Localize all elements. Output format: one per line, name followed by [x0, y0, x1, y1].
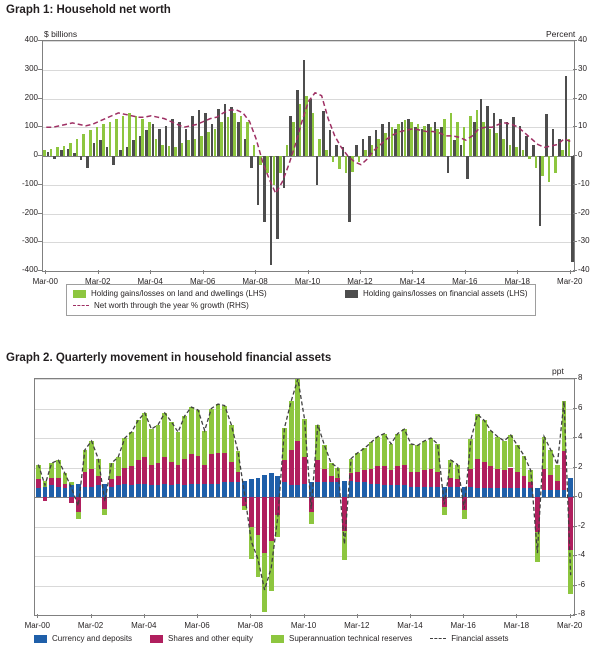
graph-2-plot-area — [34, 378, 575, 616]
graph-2-y-tick-label: 4 — [578, 432, 583, 441]
graph-1-y2-tick-label: 20 — [578, 92, 587, 102]
graph-2-x-tick-label: Mar-14 — [397, 621, 423, 630]
graph-2-tick-mark — [573, 614, 577, 615]
graph-1-tick-mark — [573, 213, 577, 214]
graph-1-left-axis-unit: $ billions — [44, 29, 78, 39]
graph-2-tick-mark — [573, 437, 577, 438]
legend-label-shares-equity: Shares and other equity — [168, 634, 253, 643]
graph-1-tick-mark — [38, 241, 42, 242]
graph-2-x-tick-mark — [37, 614, 38, 618]
graph-2-x-tick-mark — [463, 614, 464, 618]
graph-1-y-tick-label: 300 — [24, 63, 38, 73]
graph-1-tick-mark — [38, 270, 42, 271]
graph-2-tick-mark — [573, 467, 577, 468]
legend-swatch-icon-maroon — [150, 635, 163, 643]
legend-swatch-icon-grey — [345, 290, 358, 298]
legend-swatch-icon-dashed-magenta — [73, 305, 89, 306]
graph-1-x-tick-mark — [412, 270, 413, 274]
graph-1-y2-tick-label: -10 — [578, 178, 590, 188]
graph-2-x-tick-label: Mar-06 — [184, 621, 210, 630]
graph-1-tick-mark — [38, 69, 42, 70]
graph-2-y-tick-label: 0 — [578, 491, 583, 500]
graph-2-y-tick-label: -2 — [578, 520, 586, 530]
legend-item-currency-deposits — [34, 634, 132, 643]
graph-2-x-tick-mark — [304, 614, 305, 618]
graph-2-x-tick-mark — [410, 614, 411, 618]
graph-1-tick-mark — [38, 155, 42, 156]
graph-2-series-layer — [35, 379, 574, 615]
graph-1-y2-tick-label: -30 — [578, 236, 590, 246]
graph-1-x-tick-mark — [465, 270, 466, 274]
graph-1-tick-mark — [38, 126, 42, 127]
graph-1-x-tick-mark — [255, 270, 256, 274]
graph-2-x-tick-mark — [91, 614, 92, 618]
graph-2-y-tick-label: -8 — [578, 609, 586, 618]
graph-2-x-tick-label: Mar-20 — [557, 621, 583, 630]
graph-2-x-tick-mark — [357, 614, 358, 618]
graph-2-y-tick-label: 8 — [578, 373, 583, 382]
graph-2-line-series — [35, 379, 574, 615]
legend-swatch-icon-green2 — [271, 635, 284, 643]
legend-swatch-icon-green — [73, 290, 86, 298]
graph-1-tick-mark — [573, 126, 577, 127]
graph-1-x-tick-label: Mar-08 — [242, 277, 268, 286]
legend-swatch-icon-dashed-dark — [430, 638, 446, 639]
graph-1-x-tick-mark — [360, 270, 361, 274]
graph-2-x-tick-label: Mar-18 — [503, 621, 530, 630]
graph-1-x-tick-mark — [150, 270, 151, 274]
graph-2-x-tick-mark — [197, 614, 198, 618]
graph-1-x-tick-label: Mar-18 — [504, 277, 530, 286]
graph-1-y-tick-label: 100 — [24, 121, 38, 131]
graph-1-tick-mark — [38, 40, 42, 41]
legend-item-financial-assets — [345, 289, 528, 298]
graph-1-tick-mark — [38, 213, 42, 214]
graph-1-y2-tick-label: 40 — [578, 35, 587, 44]
graph-1-x-tick-label: Mar-10 — [294, 277, 321, 286]
graph-1-x-tick-label: Mar-14 — [399, 277, 426, 286]
graph-1-x-tick-mark — [203, 270, 204, 274]
graph-2-tick-mark — [573, 408, 577, 409]
graph-1-y-tick-label: -300 — [21, 236, 38, 246]
legend-swatch-icon-blue — [34, 635, 47, 643]
legend-label-net-worth-growth: Net worth through the year % growth (RHS) — [94, 301, 249, 310]
graph-2-x-tick-mark — [516, 614, 517, 618]
graph-2-x-tick-label: Mar-08 — [237, 621, 263, 630]
graph-2-x-tick-mark — [570, 614, 571, 618]
graph-2-x-tick-mark — [250, 614, 251, 618]
graph-1-line-series — [43, 41, 574, 271]
graph-1-y-tick-label: -100 — [21, 178, 38, 188]
graph-2-y-tick-label: 2 — [578, 461, 583, 471]
graph-2-tick-mark — [573, 585, 577, 586]
graph-1-tick-mark — [573, 98, 577, 99]
legend-item-shares-equity — [150, 634, 253, 643]
graph-2-y-tick-label: 6 — [578, 402, 583, 412]
legend-label-super-reserves: Superannuation technical reserves — [289, 634, 413, 643]
graph-1-x-tick-label: Mar-12 — [347, 277, 373, 286]
graph-2-tick-mark — [573, 526, 577, 527]
legend-label-land-dwellings: Holding gains/losses on land and dwellings (LHS) — [91, 289, 267, 298]
graph-1-tick-mark — [573, 184, 577, 185]
graph-2-axis-unit: ppt — [552, 366, 564, 376]
graph-1-y-tick-label: 400 — [24, 35, 38, 44]
graph-2-tick-mark — [573, 378, 577, 379]
graph-1-y2-tick-label: 0 — [578, 150, 583, 159]
graph-1-x-tick-mark — [517, 270, 518, 274]
graph-1-x-tick-label: Mar-20 — [557, 277, 583, 286]
graph-1-x-tick-label: Mar-06 — [189, 277, 216, 286]
graph-1-x-tick-label: Mar-16 — [452, 277, 478, 286]
graph-1-tick-mark — [38, 98, 42, 99]
legend-label-financial-assets-line: Financial assets — [451, 634, 509, 643]
legend-item-super-reserves — [271, 634, 412, 643]
graph-1-y-tick-label: -400 — [21, 265, 38, 274]
graph-1-y2-tick-label: -20 — [578, 207, 590, 217]
graph-1-x-tick-mark — [98, 270, 99, 274]
graph-1-tick-mark — [573, 40, 577, 41]
graph-1-y2-tick-label: 10 — [578, 121, 587, 131]
graph-1-y2-tick-label: -40 — [578, 265, 590, 274]
legend-item-financial-assets-line — [430, 634, 508, 643]
graph-2-title: Graph 2. Quarterly movement in household financial assets — [6, 352, 332, 364]
graph-1-series-layer — [43, 41, 574, 271]
graph-2-y-tick-label: -6 — [578, 579, 586, 589]
graph-1-x-tick-label: Mar-00 — [32, 277, 58, 286]
graph-1-right-axis-unit: Percent — [546, 29, 576, 39]
graph-1-x-tick-mark — [45, 270, 46, 274]
graph-1-tick-mark — [573, 270, 577, 271]
graph-1-tick-mark — [573, 69, 577, 70]
graph-2-x-tick-label: Mar-12 — [344, 621, 370, 630]
graph-2-x-tick-mark — [144, 614, 145, 618]
graph-1-x-tick-mark — [308, 270, 309, 274]
graph-2-tick-mark — [573, 496, 577, 497]
graph-1-y-tick-label: 200 — [24, 92, 38, 102]
legend-label-financial-assets: Holding gains/losses on financial assets (LHS) — [363, 289, 528, 298]
graph-1-tick-mark — [573, 241, 577, 242]
graph-2-x-tick-label: Mar-04 — [131, 621, 157, 630]
graph-1-tick-mark — [38, 184, 42, 185]
graph-1-x-tick-label: Mar-02 — [85, 277, 111, 286]
graph-1-y-tick-label: 0 — [33, 150, 38, 159]
graph-2-y-tick-label: -4 — [578, 550, 586, 559]
graph-1-legend — [66, 284, 536, 316]
graph-1-x-tick-label: Mar-04 — [137, 277, 163, 286]
graph-1-y-tick-label: -200 — [21, 207, 38, 217]
legend-item-land-dwellings — [73, 289, 345, 298]
graph-2-x-tick-label: Mar-00 — [24, 621, 50, 630]
graph-1-title: Graph 1: Household net worth — [6, 4, 171, 16]
graph-2-legend — [34, 634, 579, 646]
graph-2-x-tick-label: Mar-10 — [290, 621, 317, 630]
graph-1-x-tick-mark — [570, 270, 571, 274]
graph-1-y2-tick-label: 30 — [578, 63, 587, 73]
graph-1-plot-area — [42, 40, 575, 272]
legend-item-net-worth-growth — [73, 301, 345, 310]
legend-label-currency-deposits: Currency and deposits — [52, 634, 133, 643]
graph-2-x-tick-label: Mar-02 — [77, 621, 104, 630]
graph-1-tick-mark — [573, 155, 577, 156]
graph-2-x-tick-label: Mar-16 — [450, 621, 476, 630]
graph-2-tick-mark — [573, 555, 577, 556]
